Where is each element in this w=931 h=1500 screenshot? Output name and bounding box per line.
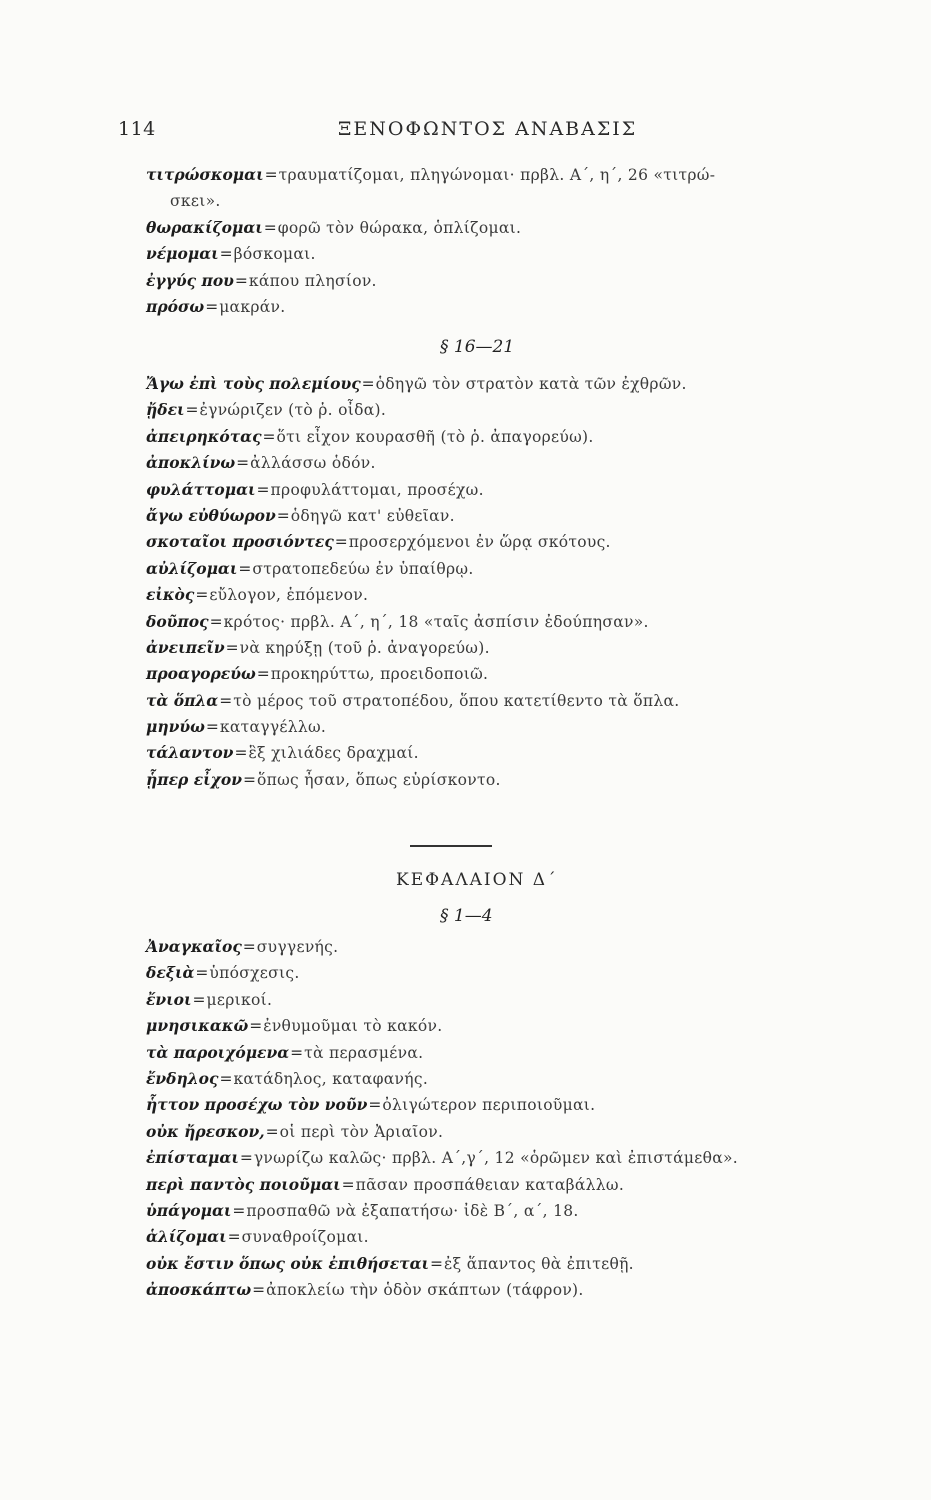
glossary-entry <box>146 556 866 582</box>
entry-gloss: καταγγέλλω. <box>219 718 327 737</box>
equals-sign: = <box>234 744 248 763</box>
entry-gloss: συναθροίζομαι. <box>241 1228 369 1247</box>
equals-sign: = <box>236 454 250 473</box>
entry-lemma: τάλαντον <box>146 743 234 763</box>
glossary-entry <box>146 1224 866 1250</box>
entry-gloss: πᾶσαν προσπάθειαν καταβάλλω. <box>355 1175 625 1194</box>
equals-sign: = <box>195 964 209 983</box>
equals-sign: = <box>262 427 276 446</box>
entry-lemma: ἔνιοι <box>146 989 192 1009</box>
glossary-entry <box>146 934 866 960</box>
entry-gloss: τραυματίζομαι, πληγώνομαι· πρβλ. Α΄, η΄, 26 «τιτρώ- <box>278 166 716 184</box>
entry-gloss: προσπαθῶ νὰ ἐξαπατήσω· ἰδὲ Β΄, α΄, 18. <box>246 1201 579 1220</box>
entry-gloss: ἐξ ἅπαντος θὰ ἐπιτεθῇ. <box>444 1254 634 1273</box>
entry-lemma: οὐκ ἔστιν ὅπως οὐκ ἐπιθήσεται <box>146 1253 430 1273</box>
section-heading-1-4: § 1—4 <box>440 906 493 926</box>
equals-sign: = <box>430 1254 444 1273</box>
entry-gloss: βόσκομαι. <box>233 245 316 264</box>
entry-gloss: εὔλογον, ἑπόμενον. <box>209 586 369 605</box>
equals-sign: = <box>225 638 239 657</box>
equals-sign: = <box>290 1043 304 1062</box>
glossary-entry <box>146 987 866 1013</box>
entry-gloss: στρατοπεδεύω ἐν ὑπαίθρῳ. <box>252 559 474 578</box>
entry-lemma: μηνύω <box>146 717 205 737</box>
entry-lemma: ἧττον προσέχω τὸν νοῦν <box>146 1095 368 1115</box>
entry-lemma: ὑπάγομαι <box>146 1200 232 1220</box>
equals-sign: = <box>265 1122 279 1141</box>
glossary-entry <box>146 188 866 214</box>
glossary-block-3 <box>146 934 866 1303</box>
glossary-entry <box>146 1277 866 1303</box>
glossary-entry <box>146 424 866 450</box>
glossary-entry <box>146 1013 866 1039</box>
entry-gloss: τὸ μέρος τοῦ στρατοπέδου, ὅπου κατετίθεντο τὰ ὅπλα. <box>233 691 680 710</box>
glossary-entry <box>146 503 866 529</box>
glossary-entry <box>146 688 866 714</box>
entry-gloss: προσερχόμενοι ἐν ὥρᾳ σκότους. <box>348 533 611 552</box>
entry-gloss: ἀποκλείω τὴν ὁδὸν σκάπτων (τάφρον). <box>266 1281 584 1300</box>
entry-gloss: ἐγνώριζεν (τὸ ῥ. οἶδα). <box>199 401 387 420</box>
entry-lemma: ἐπίσταμαι <box>146 1148 239 1168</box>
entry-gloss: ὁδηγῶ κατ' εὐθεῖαν. <box>290 506 455 525</box>
entry-gloss: ὀλιγώτερον περιποιοῦμαι. <box>382 1096 596 1115</box>
entry-gloss: προφυλάττομαι, προσέχω. <box>270 480 484 499</box>
entry-gloss: μερικοί. <box>206 990 273 1009</box>
equals-sign: = <box>368 1096 382 1115</box>
equals-sign: = <box>341 1175 355 1194</box>
glossary-entry <box>146 1040 866 1066</box>
entry-lemma: σκοταῖοι προσιόντες <box>146 532 334 552</box>
entry-lemma: οὐκ ἤρεσκον, <box>146 1121 265 1141</box>
glossary-block-1 <box>146 162 866 320</box>
entry-lemma: τιτρώσκομαι <box>146 165 264 184</box>
entry-lemma: ἀνειπεῖν <box>146 637 225 657</box>
entry-lemma: εἰκὸς <box>146 585 195 605</box>
equals-sign: = <box>249 1017 263 1036</box>
entry-gloss: ἓξ χιλιάδες δραχμαί. <box>248 744 419 763</box>
entry-lemma: ἔνδηλος <box>146 1068 219 1088</box>
page-header <box>118 118 758 146</box>
glossary-entry <box>146 609 866 635</box>
glossary-entry <box>146 1251 866 1277</box>
entry-gloss: ὁδηγῶ τὸν στρατὸν κατὰ τῶν ἐχθρῶν. <box>375 375 687 393</box>
entry-gloss: νὰ κηρύξῃ (τοῦ ῥ. ἀναγορεύω). <box>239 638 490 657</box>
entry-gloss: γνωρίζω καλῶς· πρβλ. Α΄,γ΄, 12 «ὁρῶμεν καὶ ἐπιστάμεθα». <box>253 1149 738 1168</box>
equals-sign: = <box>227 1228 241 1247</box>
glossary-entry <box>146 268 866 294</box>
equals-sign: = <box>276 506 290 525</box>
equals-sign: = <box>195 586 209 605</box>
entry-lemma: ἁλίζομαι <box>146 1227 227 1247</box>
entry-lemma: μνησικακῶ <box>146 1016 249 1036</box>
equals-sign: = <box>185 401 199 420</box>
entry-lemma: ἀπειρηκότας <box>146 426 262 446</box>
entry-gloss: σκει». <box>170 192 221 211</box>
entry-lemma: θωρακίζομαι <box>146 217 263 237</box>
entry-lemma: τὰ παροιχόμενα <box>146 1042 290 1062</box>
glossary-entry <box>146 635 866 661</box>
entry-gloss: φορῶ τὸν θώρακα, ὁπλίζομαι. <box>277 218 522 237</box>
glossary-entry <box>146 767 866 793</box>
running-title: ΞΕΝΟΦΩΝΤΟΣ ΑΝΑΒΑΣΙΣ <box>338 118 638 140</box>
entry-lemma: δοῦπος <box>146 611 209 631</box>
glossary-entry <box>146 1092 866 1118</box>
entry-lemma: προαγορεύω <box>146 664 256 684</box>
glossary-block-2 <box>146 371 866 793</box>
equals-sign: = <box>264 166 278 184</box>
equals-sign: = <box>219 1069 233 1088</box>
equals-sign: = <box>361 375 375 393</box>
chapter-title: ΚΕΦΑΛΑΙΟΝ Δ΄ <box>396 870 558 890</box>
glossary-entry <box>146 1198 866 1224</box>
glossary-entry <box>146 714 866 740</box>
glossary-entry <box>146 740 866 766</box>
entry-gloss: προκηρύττω, προειδοποιῶ. <box>270 665 489 684</box>
equals-sign: = <box>219 245 233 264</box>
equals-sign: = <box>334 533 348 552</box>
glossary-entry <box>146 450 866 476</box>
entry-lemma: ἀποκλίνω <box>146 453 236 473</box>
equals-sign: = <box>192 990 206 1009</box>
entry-lemma: ἀποσκάπτω <box>146 1280 252 1300</box>
glossary-entry <box>146 397 866 423</box>
entry-lemma: φυλάττομαι <box>146 479 256 499</box>
entry-gloss: ὅπως ἦσαν, ὅπως εὑρίσκοντο. <box>256 770 501 789</box>
entry-lemma: Ἄγω ἐπὶ τοὺς πολεμίους <box>146 374 361 393</box>
entry-lemma: ἄγω εὐθύωρον <box>146 505 276 525</box>
glossary-entry <box>146 371 866 397</box>
equals-sign: = <box>242 770 256 789</box>
entry-lemma: νέμομαι <box>146 244 219 264</box>
glossary-entry <box>146 294 866 320</box>
entry-lemma: αὐλίζομαι <box>146 558 238 578</box>
glossary-entry <box>146 1066 866 1092</box>
glossary-entry <box>146 477 866 503</box>
entry-gloss: τὰ περασμένα. <box>304 1043 424 1062</box>
chapter-divider-rule <box>410 845 492 847</box>
entry-gloss: κατάδηλος, καταφανής. <box>233 1069 429 1088</box>
entry-lemma: ᾔδει <box>146 400 185 420</box>
entry-gloss: ὑπόσχεσις. <box>209 964 300 983</box>
entry-lemma: δεξιὰ <box>146 963 195 983</box>
glossary-entry <box>146 582 866 608</box>
entry-gloss: ἐνθυμοῦμαι τὸ κακόν. <box>263 1017 443 1036</box>
entry-gloss: μακράν. <box>219 297 286 316</box>
entry-lemma: πρόσω <box>146 296 205 316</box>
section-heading-16-21: § 16—21 <box>440 337 515 357</box>
equals-sign: = <box>263 218 277 237</box>
equals-sign: = <box>232 1201 246 1220</box>
entry-lemma: τὰ ὅπλα <box>146 690 219 710</box>
glossary-entry <box>146 162 866 188</box>
glossary-entry <box>146 1119 866 1145</box>
glossary-entry <box>146 1145 866 1171</box>
entry-lemma: περὶ παντὸς ποιοῦμαι <box>146 1174 341 1194</box>
equals-sign: = <box>234 271 248 290</box>
equals-sign: = <box>239 1149 253 1168</box>
equals-sign: = <box>205 718 219 737</box>
entry-lemma: ᾗπερ εἶχον <box>146 769 242 789</box>
entry-lemma: ἐγγύς που <box>146 270 234 290</box>
entry-gloss: οἱ περὶ τὸν Ἀριαῖον. <box>279 1122 444 1141</box>
equals-sign: = <box>238 559 252 578</box>
entry-gloss: κάπου πλησίον. <box>248 271 377 290</box>
equals-sign: = <box>219 691 233 710</box>
glossary-entry <box>146 1172 866 1198</box>
entry-gloss: ἀλλάσσω ὁδόν. <box>250 454 376 473</box>
equals-sign: = <box>205 297 219 316</box>
entry-gloss: ὅτι εἶχον κουρασθῆ (τὸ ῥ. ἀπαγορεύω). <box>276 427 594 446</box>
entry-gloss: συγγενής. <box>256 938 339 956</box>
equals-sign: = <box>256 480 270 499</box>
glossary-entry <box>146 241 866 267</box>
equals-sign: = <box>256 665 270 684</box>
equals-sign: = <box>209 612 223 631</box>
glossary-entry <box>146 960 866 986</box>
glossary-entry <box>146 661 866 687</box>
equals-sign: = <box>252 1281 266 1300</box>
equals-sign: = <box>242 938 256 956</box>
glossary-entry <box>146 529 866 555</box>
entry-lemma: Ἀναγκαῖος <box>146 937 242 956</box>
entry-gloss: κρότος· πρβλ. Α΄, η΄, 18 «ταῖς ἀσπίσιν ἐδούπησαν». <box>223 612 649 631</box>
page-number: 114 <box>118 118 156 140</box>
glossary-entry <box>146 215 866 241</box>
